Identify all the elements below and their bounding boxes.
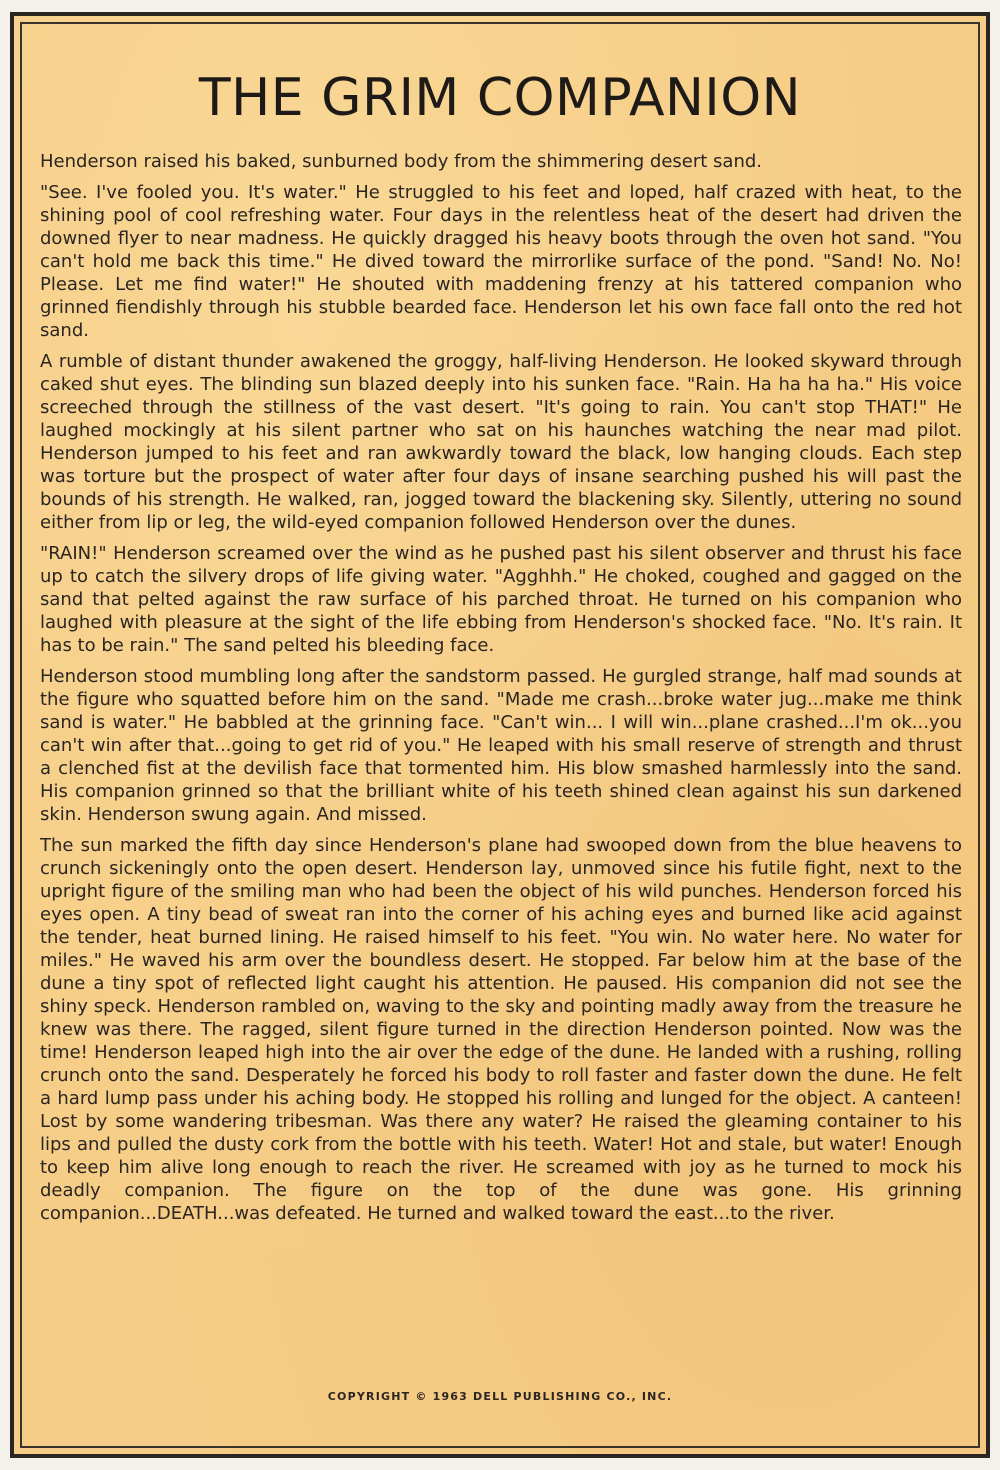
story-paragraph-5: Henderson stood mumbling long after the sandstorm passed. He gurgled strange, half mad sounds at the figure who squatted before him on the sand. "Made me crash...broke water jug...make me think sand is water." He babbled at the grinning face. "Can't win... I will win...plane crashed...I'm ok...you can't win after that...going to get rid of you." He leaped with his small reserve of strength and thrust a clenched fist at the devilish face that tormented him. His blow smashed harmlessly into the sand. His companion grinned so that the brilliant white of his teeth shined clean against his sun darkened skin. Henderson swung again. And missed. <box>40 666 962 825</box>
story-title: THE GRIM COMPANION <box>198 68 802 128</box>
story-body <box>40 150 962 1233</box>
story-paragraph-3: A rumble of distant thunder awakened the groggy, half-living Henderson. He looked skyward through caked shut eyes. The blinding sun blazed deeply into his sunken face. "Rain. Ha ha ha ha." His voice screeched through the stillness of the vast desert. "It's going to rain. You can't stop THAT!" He laughed mockingly at his silent partner who sat on his haunches watching the near mad pilot. Henderson jumped to his feet and ran awkwardly toward the black, low hanging clouds. Each step was torture but the prospect of water after four days of insane searching pushed his will past the bounds of his strength. He walked, ran, jogged toward the blackening sky. Silently, uttering no sound either from lip or leg, the wild-eyed companion followed Henderson over the dunes. <box>40 351 962 533</box>
story-paragraph-4: "RAIN!" Henderson screamed over the wind as he pushed past his silent observer and thrust his face up to catch the silvery drops of life giving water. "Agghhh." He choked, coughed and gagged on the sand that pelted against the raw surface of his parched throat. He turned on his companion who laughed with pleasure at the sight of the life ebbing from Henderson's shocked face. "No. It's rain. It has to be rain." The sand pelted his bleeding face. <box>40 543 962 656</box>
story-paragraph-6: The sun marked the fifth day since Henderson's plane had swooped down from the blue heavens to crunch sickeningly onto the open desert. Henderson lay, unmoved since his futile fight, next to the upright figure of the smiling man who had been the object of his wild punches. Henderson forced his eyes open. A tiny bead of sweat ran into the corner of his aching eyes and burned like acid against the tender, heat burned lining. He raised himself to his feet. "You win. No water here. No water for miles." He waved his arm over the boundless desert. He stopped. Far below him at the base of the dune a tiny spot of reflected light caught his attention. He paused. His companion did not see the shiny speck. Henderson rambled on, waving to the sky and pointing madly away from the treasure he knew was there. The ragged, silent figure turned in the direction Henderson pointed. Now was the time! Henderson leaped high into the air over the edge of the dune. He landed with a rushing, rolling crunch onto the sand. Desperately he forced his body to roll faster and faster down the dune. He felt a hard lump pass under his aching body. He stopped his rolling and lunged for the object. A canteen! Lost by some wandering tribesman. Was there any water? He raised the gleaming container to his lips and pulled the dusty cork from the bottle with his teeth. Water! Hot and stale, but water! Enough to keep him alive long enough to reach the river. He screamed with joy as he turned to mock his deadly companion. The figure on the top of the dune was gone. His grinning companion...DEATH...was defeated. He turned and walked toward the east...to the river. <box>40 835 962 1224</box>
story-page <box>10 12 990 1458</box>
story-paragraph-1: Henderson raised his baked, sunburned body from the shimmering desert sand. <box>40 151 762 172</box>
story-paragraph-2: "See. I've fooled you. It's water." He struggled to his feet and loped, half crazed with heat, to the shining pool of cool refreshing water. Four days in the relentless heat of the desert had driven the downed flyer to near madness. He quickly dragged his heavy boots through the oven hot sand. "You can't hold me back this time." He dived toward the mirrorlike surface of the pond. "Sand! No. No! Please. Let me find water!" He shouted with maddening frenzy at his tattered companion who grinned fiendishly through his stubble bearded face. Henderson let his own face fall onto the red hot sand. <box>40 182 962 341</box>
copyright-notice: COPYRIGHT © 1963 DELL PUBLISHING CO., INC. <box>327 1390 673 1403</box>
